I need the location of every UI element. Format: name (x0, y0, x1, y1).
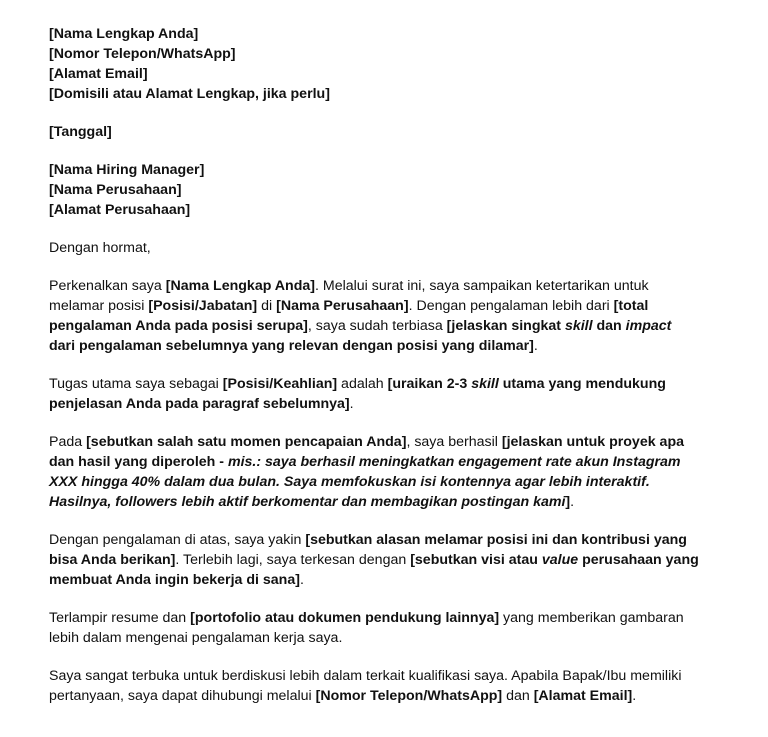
paragraph-introduction (49, 276, 699, 356)
placeholder-skills: [uraikan 2-3 (387, 376, 472, 392)
text: dan (502, 688, 534, 704)
example-text: mis.: saya berhasil meningkatkan engagement rate akun Instagram XXX hingga 40% dalam dua bulan. Saya memfokuskan isi kontennya agar lebih interaktif. Hasilnya, followers lebih aktif berkomentar dan membagikan postingan kami (49, 454, 681, 510)
placeholder-project: [jelaskan untuk proyek apa dan hasil yang diperoleh - (49, 434, 684, 470)
text: di (257, 298, 277, 314)
text: . (349, 396, 354, 412)
placeholder-email: [Alamat Email] (533, 688, 633, 704)
sender-block (49, 24, 699, 104)
emphasis-value: value (541, 552, 579, 568)
text: . Dengan pengalaman lebih dari (408, 298, 614, 314)
text: . Melalui surat ini, saya sampaikan ketertarikan untuk melamar posisi (49, 278, 649, 314)
text: Pada (49, 434, 87, 450)
placeholder-name: [Nama Lengkap Anda] (165, 278, 315, 294)
placeholder-phone: [Nomor Telepon/WhatsApp] (315, 688, 503, 704)
emphasis-skill: skill (564, 318, 593, 334)
text: Terlampir resume dan (49, 610, 191, 626)
text: . (632, 688, 637, 704)
recipient-company-address: [Alamat Perusahaan] (49, 202, 191, 218)
sender-address: [Domisili atau Alamat Lengkap, jika perlu] (49, 86, 330, 102)
text: . Terlebih lagi, saya terkesan dengan (175, 552, 411, 568)
text: . (533, 338, 538, 354)
recipient-company: [Nama Perusahaan] (49, 182, 182, 198)
placeholder-text: utama yang mendukung penjelasan Anda pada paragraf sebelumnya] (49, 376, 666, 412)
paragraph-closing (49, 666, 699, 706)
sender-phone: [Nomor Telepon/WhatsApp] (49, 46, 236, 62)
placeholder-text: dari pengalaman sebelumnya yang relevan dengan posisi yang dilamar] (49, 338, 534, 354)
placeholder-portfolio: [portofolio atau dokumen pendukung lainnya] (190, 610, 500, 626)
text: Perkenalkan saya (49, 278, 166, 294)
paragraph-motivation (49, 530, 699, 590)
placeholder-vision: [sebutkan visi atau (410, 552, 542, 568)
paragraph-achievement (49, 432, 699, 512)
paragraph-attachments (49, 608, 699, 648)
text: . (299, 572, 304, 588)
emphasis-impact: impact (625, 318, 672, 334)
placeholder-position-skill: [Posisi/Keahlian] (222, 376, 338, 392)
placeholder-skill-intro: [jelaskan singkat (446, 318, 565, 334)
text: . (570, 494, 575, 510)
recipient-manager: [Nama Hiring Manager] (49, 162, 205, 178)
text: , saya sudah terbiasa (307, 318, 447, 334)
placeholder-achievement: [sebutkan salah satu momen pencapaian Anda] (86, 434, 407, 450)
text: yang memberikan gambaran lebih dalam mengenai pengalaman kerja saya. (49, 610, 684, 646)
cover-letter-document (49, 24, 699, 724)
placeholder-experience: [total pengalaman Anda pada posisi serupa] (49, 298, 649, 334)
placeholder-reason: [sebutkan alasan melamar posisi ini dan kontribusi yang bisa Anda berikan] (49, 532, 687, 568)
text: Saya sangat terbuka untuk berdiskusi lebih dalam terkait kualifikasi saya. Apabila Bapak/Ibu memiliki pertanyaan, saya dapat dihubungi melalui (49, 668, 682, 704)
placeholder-text: ] (565, 494, 571, 510)
letter-date: [Tanggal] (49, 124, 112, 140)
paragraph-main-duties (49, 374, 699, 414)
text: Tugas utama saya sebagai (49, 376, 223, 392)
placeholder-text: perusahaan yang membuat Anda ingin bekerja di sana] (49, 552, 699, 588)
sender-email: [Alamat Email] (49, 66, 148, 82)
salutation: Dengan hormat, (49, 240, 151, 256)
placeholder-company: [Nama Perusahaan] (276, 298, 409, 314)
placeholder-position: [Posisi/Jabatan] (148, 298, 258, 314)
sender-name: [Nama Lengkap Anda] (49, 26, 199, 42)
recipient-block (49, 160, 699, 220)
placeholder-text: dan (592, 318, 626, 334)
text: , saya berhasil (406, 434, 502, 450)
text: Dengan pengalaman di atas, saya yakin (49, 532, 306, 548)
text: adalah (337, 376, 388, 392)
emphasis-skill: skill (471, 376, 499, 392)
